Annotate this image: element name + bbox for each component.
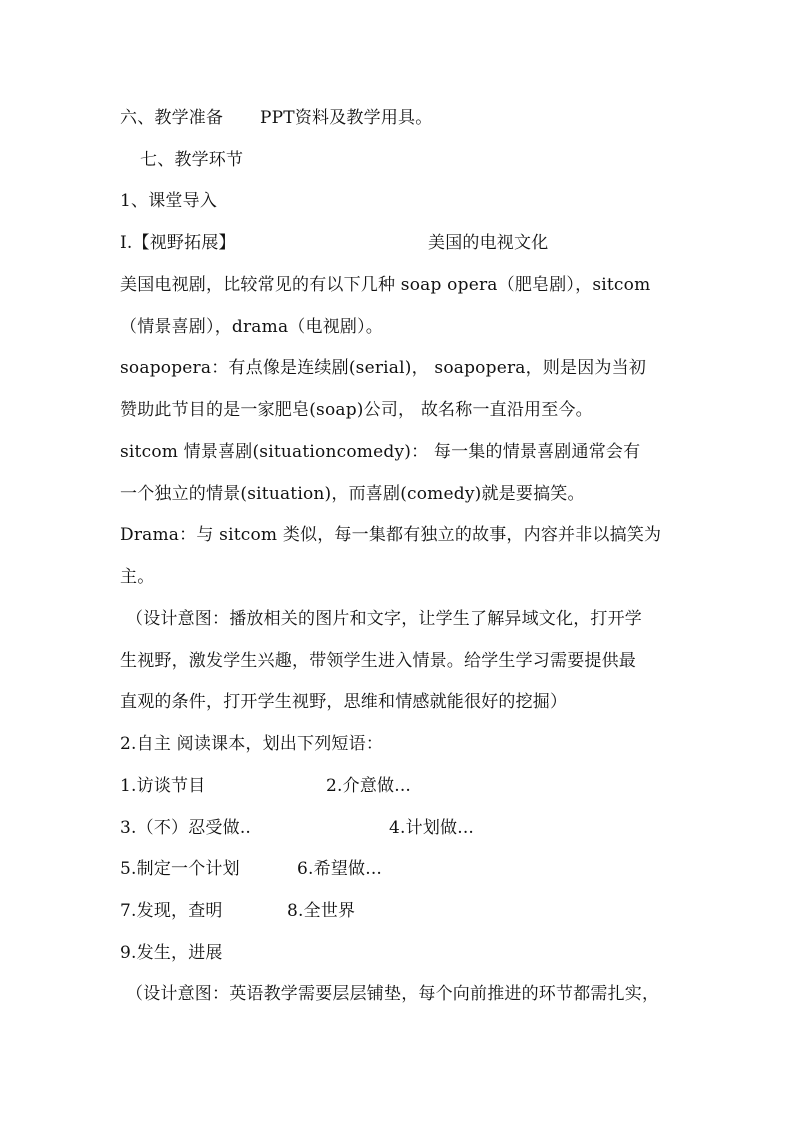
intro-line: 主。 bbox=[120, 567, 155, 587]
intro-line: soapopera：有点像是连续剧(serial)， soapopera，则是因为当初 bbox=[120, 358, 647, 378]
phrase-item: 6.希望做... bbox=[297, 859, 383, 879]
step1-title: 1、课堂导入 bbox=[120, 191, 218, 211]
phrase-item: 5.制定一个计划 bbox=[120, 859, 240, 879]
section7-heading: 七、教学环节 bbox=[140, 150, 244, 170]
section6-heading: 六、教学准备 bbox=[120, 108, 224, 128]
intro-line: 美国电视剧，比较常见的有以下几种 soap opera（肥皂剧），sitcom bbox=[120, 275, 651, 295]
phrase-item: 4.计划做... bbox=[389, 818, 475, 838]
design-intent-line: 生视野，激发学生兴趣，带领学生进入情景。给学生学习需要提供最 bbox=[120, 651, 636, 671]
phrase-item: 8.全世界 bbox=[287, 901, 356, 921]
vision-label: I.【视野拓展】 bbox=[120, 233, 236, 253]
section6-content: PPT资料及教学用具。 bbox=[260, 108, 433, 128]
design-intent-line: 直观的条件，打开学生视野，思维和情感就能很好的挖掘） bbox=[120, 692, 568, 712]
vision-subtitle: 美国的电视文化 bbox=[428, 233, 549, 253]
phrase-item: 9.发生，进展 bbox=[120, 943, 223, 963]
phrase-item: 2.介意做... bbox=[326, 776, 412, 796]
step2-title: 2.自主 阅读课本，划出下列短语： bbox=[120, 734, 384, 754]
intro-line: 一个独立的情景(situation)，而喜剧(comedy)就是要搞笑。 bbox=[120, 484, 585, 504]
phrase-item: 7.发现，查明 bbox=[120, 901, 223, 921]
design-intent-line: （设计意图：播放相关的图片和文字，让学生了解异域文化，打开学 bbox=[126, 609, 642, 629]
phrase-item: 1.访谈节目 bbox=[120, 776, 206, 796]
intro-line: Drama：与 sitcom 类似，每一集都有独立的故事，内容并非以搞笑为 bbox=[120, 525, 662, 545]
phrase-item: 3.（不）忍受做.. bbox=[120, 818, 252, 838]
intro-line: sitcom 情景喜剧(situationcomedy)： 每一集的情景喜剧通常会有 bbox=[120, 442, 641, 462]
intro-line: 赞助此节目的是一家肥皂(soap)公司， 故名称一直沿用至今。 bbox=[120, 400, 593, 420]
design-intent-line: （设计意图：英语教学需要层层铺垫，每个向前推进的环节都需扎实， bbox=[126, 984, 660, 1004]
intro-line: （情景喜剧），drama（电视剧）。 bbox=[120, 317, 383, 337]
